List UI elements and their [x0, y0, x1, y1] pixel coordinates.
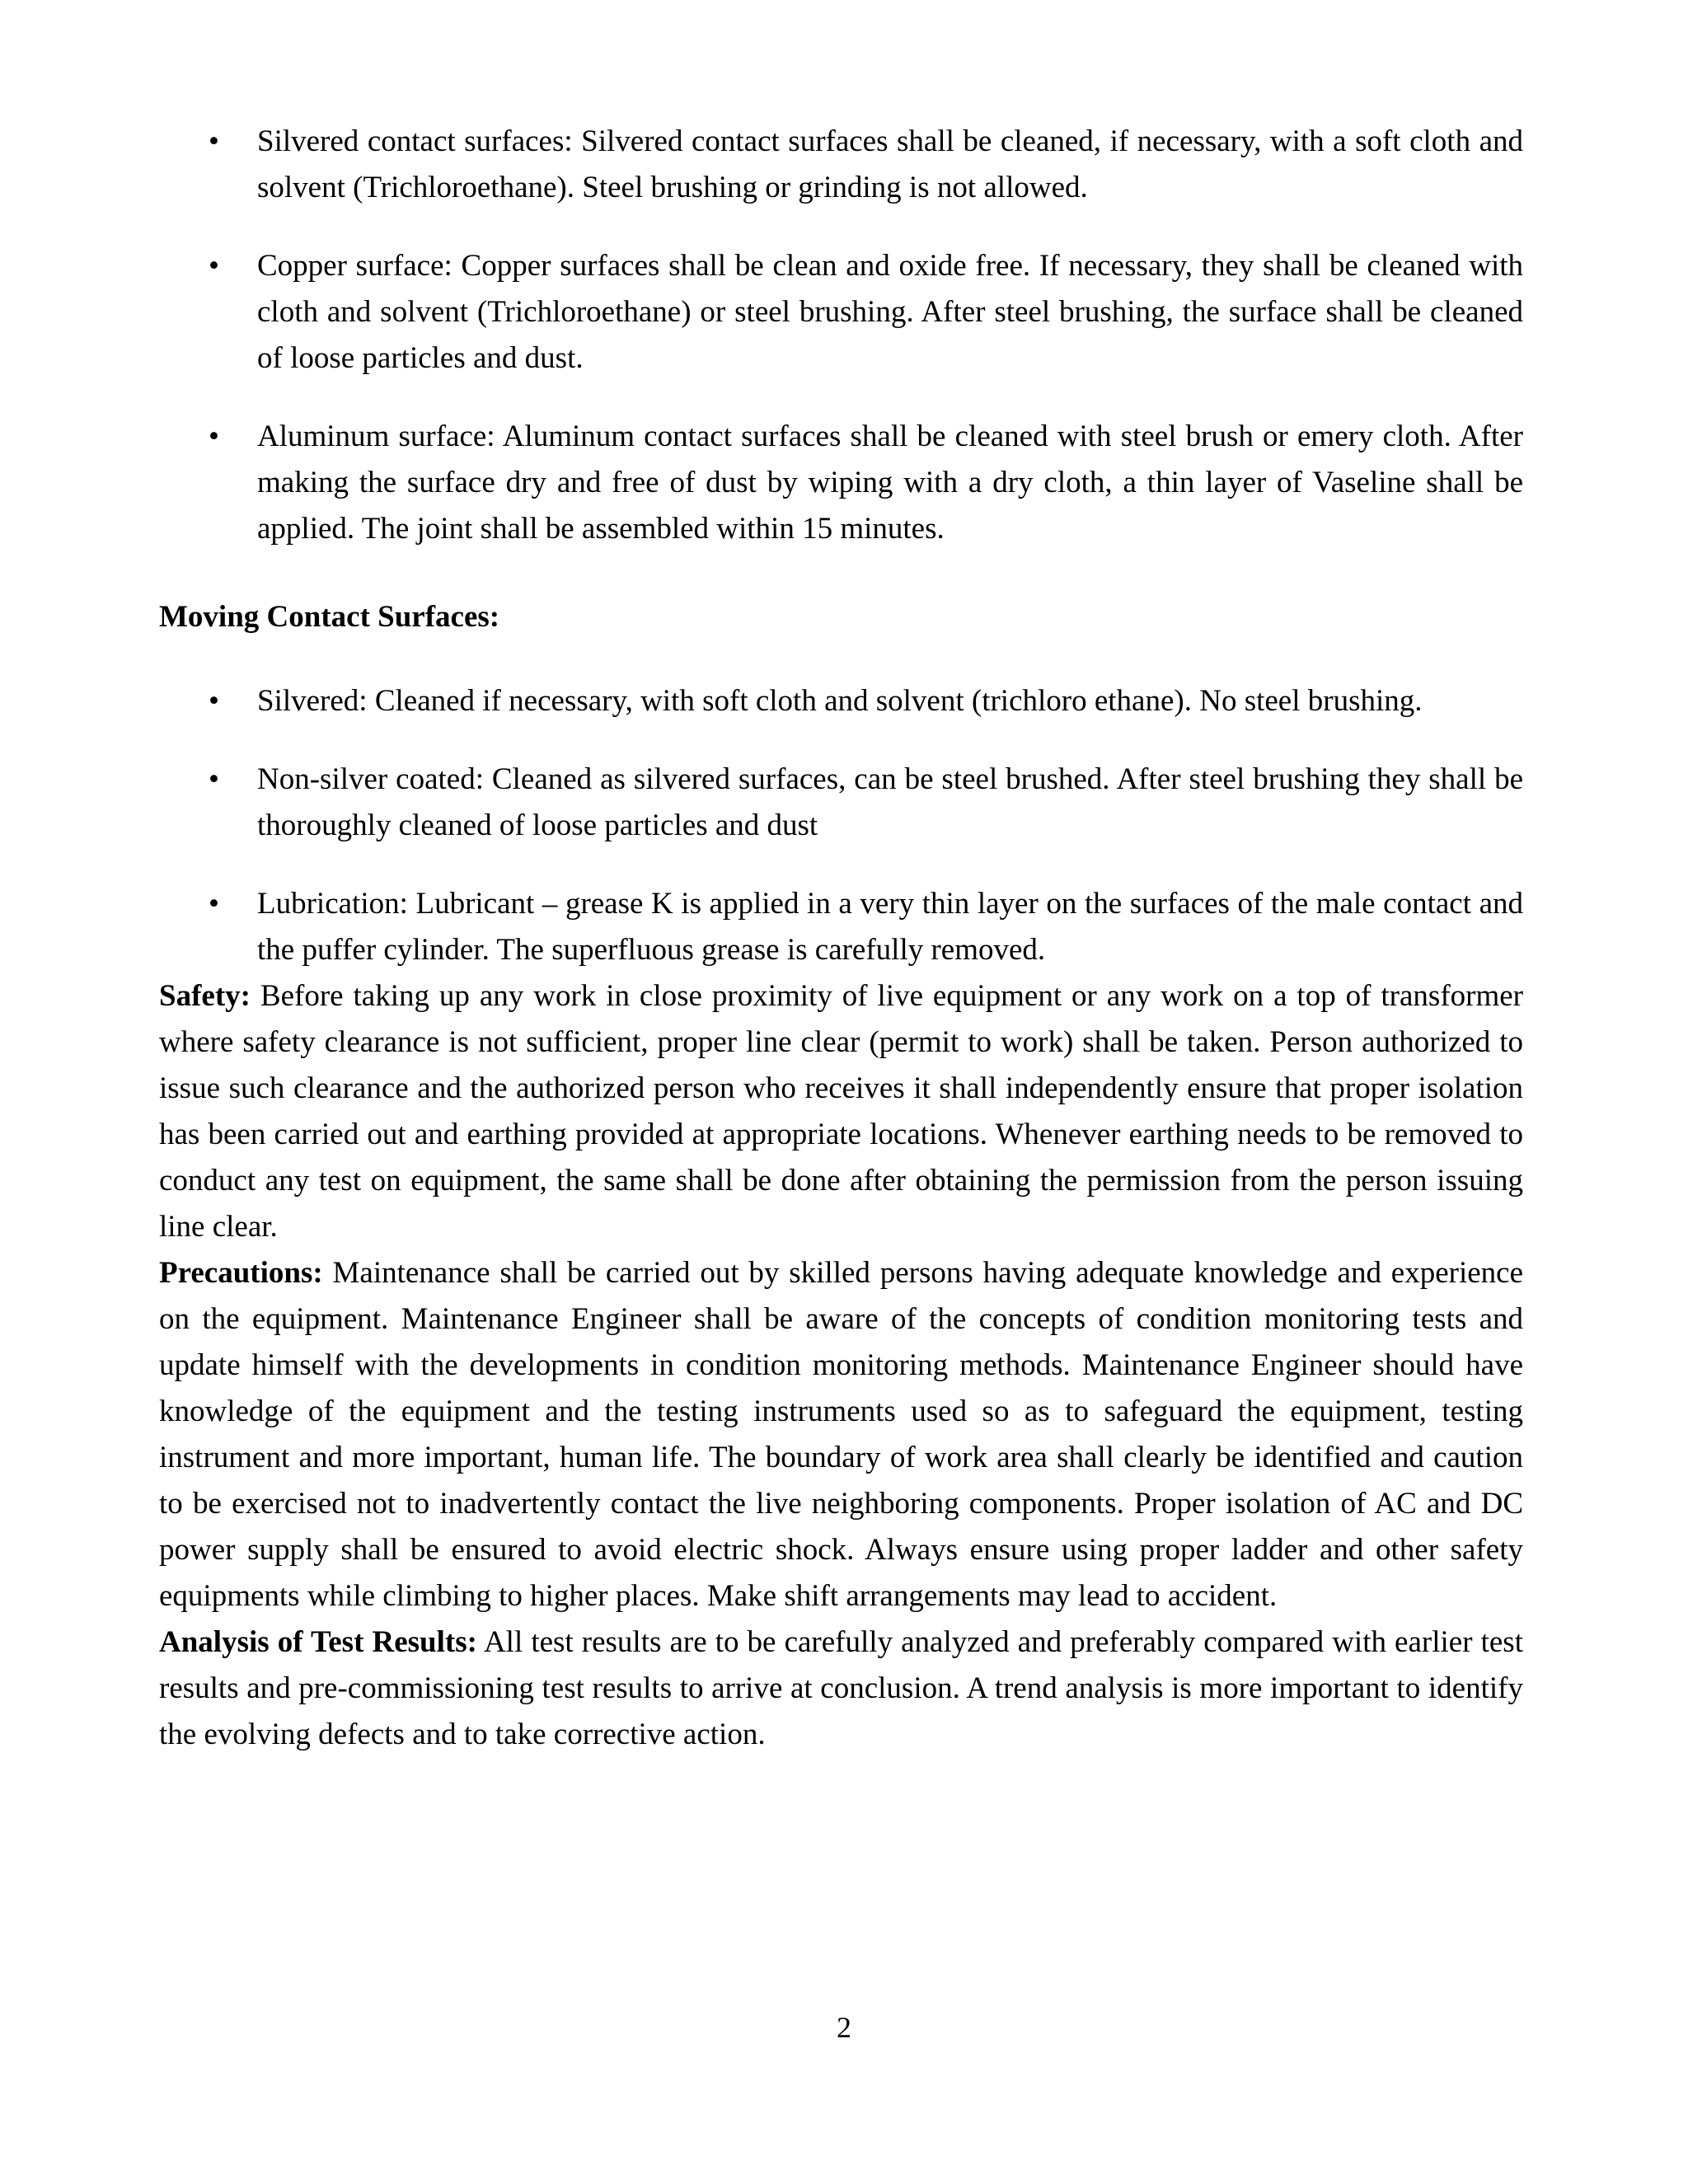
- bullet-glyph: •: [209, 419, 219, 453]
- precautions-paragraph: [159, 1250, 1523, 1619]
- bullet-glyph: •: [209, 124, 219, 158]
- list-item-silvered-contact-surfaces: [159, 119, 1523, 211]
- page-number: 2: [837, 2011, 851, 2044]
- safety-heading: Safety:: [159, 979, 251, 1013]
- precautions-text: Maintenance shall be carried out by skilled persons having adequate knowledge and experience on the equipment. Maintenance Engineer shall be aware of the concepts of condition monitoring tests and update himself with the developments in condition monitoring methods. Maintenance Engineer should have knowledge of the equipment and the testing instruments used so as to safeguard the equipment, testing instrument and more important, human life. The boundary of work area shall clearly be identified and caution to be exercised not to inadvertently contact the live neighboring components. Proper isolation of AC and DC power supply shall be ensured to avoid electric shock. Always ensure using proper ladder and other safety equipments while climbing to higher places. Make shift arrangements may lead to accident.: [159, 1256, 1523, 1613]
- moving-contact-surfaces-list: [159, 678, 1523, 973]
- list-item-text: Aluminum surface: Aluminum contact surfaces shall be cleaned with steel brush or emery cloth. After making the surface dry and free of dust by wiping with a dry cloth, a thin layer of Vaseline shall be applied. The joint shall be assembled within 15 minutes.: [257, 419, 1523, 546]
- list-item-lubrication: [159, 881, 1523, 973]
- list-item-text: Silvered contact surfaces: Silvered contact surfaces shall be cleaned, if necessary, with a soft cloth and solvent (Trichloroethane). Steel brushing or grinding is not allowed.: [257, 124, 1523, 204]
- bullet-glyph: •: [209, 887, 219, 921]
- moving-contact-surfaces-heading: Moving Contact Surfaces:: [159, 600, 500, 634]
- list-item-text: Lubrication: Lubricant – grease K is applied in a very thin layer on the surfaces of the male contact and the puffer cylinder. The superfluous grease is carefully removed.: [257, 887, 1523, 967]
- list-item-text: Silvered: Cleaned if necessary, with soft cloth and solvent (trichloro ethane). No steel brushing.: [257, 684, 1423, 718]
- bullet-glyph: •: [209, 684, 219, 718]
- bullet-glyph: •: [209, 249, 219, 283]
- page-content: [159, 119, 1523, 1758]
- list-item-copper-surface: [159, 243, 1523, 382]
- safety-paragraph: [159, 973, 1523, 1250]
- analysis-text: All test results are to be carefully analyzed and preferably compared with earlier test results and pre-commissioning test results to arrive at conclusion. A trend analysis is more important to identify the evolving defects and to take corrective action.: [159, 1625, 1523, 1751]
- bullet-glyph: •: [209, 762, 219, 796]
- list-item-text: Copper surface: Copper surfaces shall be clean and oxide free. If necessary, they shall be cleaned with cloth and solvent (Trichloroethane) or steel brushing. After steel brushing, the surface shall be cleaned of loose particles and dust.: [257, 249, 1523, 375]
- list-item-silvered: [159, 678, 1523, 724]
- list-item-aluminum-surface: [159, 414, 1523, 552]
- fixed-contact-surfaces-list: [159, 119, 1523, 552]
- safety-text: Before taking up any work in close proximity of live equipment or any work on a top of transformer where safety clearance is not sufficient, proper line clear (permit to work) shall be taken. Person authorized to issue such clearance and the authorized person who receives it shall independently ensure that proper isolation has been carried out and earthing provided at appropriate locations. Whenever earthing needs to be removed to conduct any test on equipment, the same shall be done after obtaining the permission from the person issuing line clear.: [159, 979, 1523, 1244]
- list-item-text: Non-silver coated: Cleaned as silvered surfaces, can be steel brushed. After steel brushing they shall be thoroughly cleaned of loose particles and dust: [257, 762, 1523, 842]
- analysis-heading: Analysis of Test Results:: [159, 1625, 477, 1659]
- list-item-non-silver-coated: [159, 757, 1523, 849]
- analysis-paragraph: [159, 1619, 1523, 1758]
- precautions-heading: Precautions:: [159, 1256, 323, 1290]
